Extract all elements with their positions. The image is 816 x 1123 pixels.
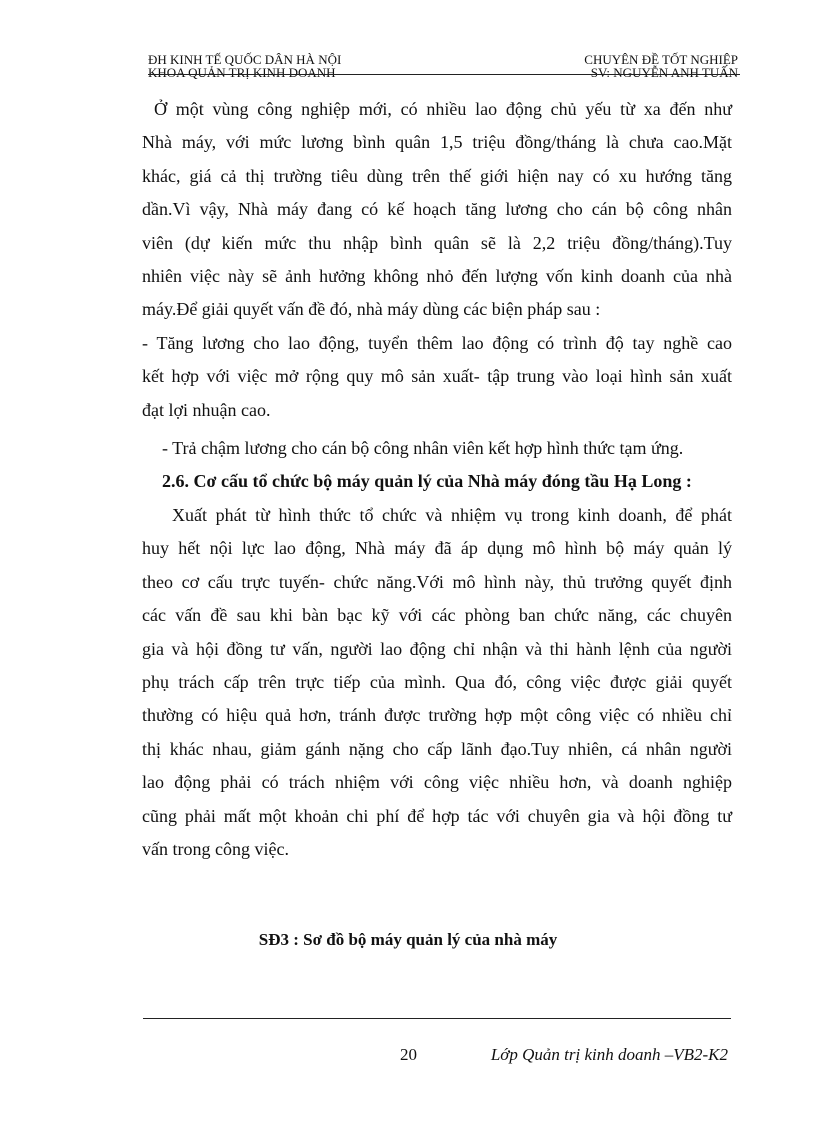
- header-divider: [148, 74, 740, 75]
- header-line-2: [148, 66, 740, 80]
- paragraph-line: gia và hội đồng tư vấn, người lao động chỉ nhận và thi hành lệnh của người: [142, 638, 732, 659]
- footer-class-name: Lớp Quản trị kinh doanh –VB2-K2: [490, 1045, 728, 1064]
- header-student: SV: NGUYỄN ANH TUẤN: [590, 65, 738, 80]
- paragraph-line: thường có hiệu quả hơn, tránh được trường hợp một công việc có nhiều chỉ: [142, 705, 732, 726]
- diagram-caption: SĐ3 : Sơ đồ bộ máy quản lý của nhà máy: [258, 930, 558, 949]
- paragraph-line: thị khác nhau, giảm gánh nặng cho cấp lãnh đạo.Tuy nhiên, cá nhân người: [142, 738, 732, 759]
- footer-divider: [143, 1018, 731, 1019]
- paragraph-line: lao động phải có trách nhiệm với công việc nhiều hơn, và doanh nghiệp: [142, 772, 732, 793]
- paragraph-line: viên (dự kiến mức thu nhập bình quân sẽ là 2,2 triệu đồng/tháng).Tuy: [142, 232, 732, 253]
- body-text: [142, 93, 732, 866]
- header-faculty: KHOA QUẢN TRỊ KINH DOANH: [148, 65, 336, 80]
- paragraph-line: vấn trong công việc.: [142, 838, 289, 859]
- header-university: ĐH KINH TẾ QUỐC DÂN HÀ NỘI: [148, 52, 342, 67]
- paragraph-line: Ở một vùng công nghiệp mới, có nhiều lao động chủ yếu từ xa đến như: [154, 99, 732, 119]
- paragraph-line: theo cơ cấu trực tuyến- chức năng.Với mô hình này, thủ trưởng quyết định: [142, 571, 732, 592]
- paragraph-line: Xuất phát từ hình thức tổ chức và nhiệm vụ trong kinh doanh, để phát: [172, 504, 732, 525]
- paragraph-line: huy hết nội lực lao động, Nhà máy đã áp dụng mô hình bộ máy quản lý: [142, 538, 732, 559]
- paragraph-line: khác, giá cả thị trường tiêu dùng trên thế giới hiện nay có xu hướng tăng: [142, 165, 732, 186]
- paragraph-line: nhiên việc này sẽ ảnh hưởng không nhỏ đến lượng vốn kinh doanh của nhà: [142, 266, 732, 287]
- bullet-line: đạt lợi nhuận cao.: [142, 399, 271, 420]
- paragraph-line: dần.Vì vậy, Nhà máy đang có kế hoạch tăng lương cho cán bộ công nhân: [142, 199, 732, 220]
- bullet-line: - Tăng lương cho lao động, tuyển thêm lao động có trình độ tay nghề cao: [142, 332, 732, 353]
- paragraph-line: các vấn đề sau khi bàn bạc kỹ với các phòng ban chức năng, các chuyên: [142, 605, 732, 626]
- bullet-line: kết hợp với việc mở rộng quy mô sản xuất- tập trung vào loại hình sản xuất: [142, 366, 732, 387]
- paragraph-line: cũng phải mất một khoản chi phí để hợp tác với chuyên gia và hội đồng tư: [142, 805, 732, 826]
- paragraph-line: máy.Để giải quyết vấn đề đó, nhà máy dùng các biện pháp sau :: [142, 299, 601, 320]
- bullet-line: - Trả chậm lương cho cán bộ công nhân viên kết hợp hình thức tạm ứng.: [162, 438, 684, 459]
- header-report-type: CHUYÊN ĐỀ TỐT NGHIỆP: [584, 52, 738, 67]
- paragraph-line: Nhà máy, với mức lương bình quân 1,5 triệu đồng/tháng là chưa cao.Mặt: [142, 132, 732, 153]
- paragraph-line: phụ trách cấp trên trực tiếp của mình. Qua đó, công việc được giải quyết: [142, 671, 732, 692]
- section-heading: 2.6. Cơ cấu tổ chức bộ máy quản lý của Nhà máy đóng tầu Hạ Long :: [162, 471, 692, 492]
- page-number: 20: [400, 1045, 417, 1064]
